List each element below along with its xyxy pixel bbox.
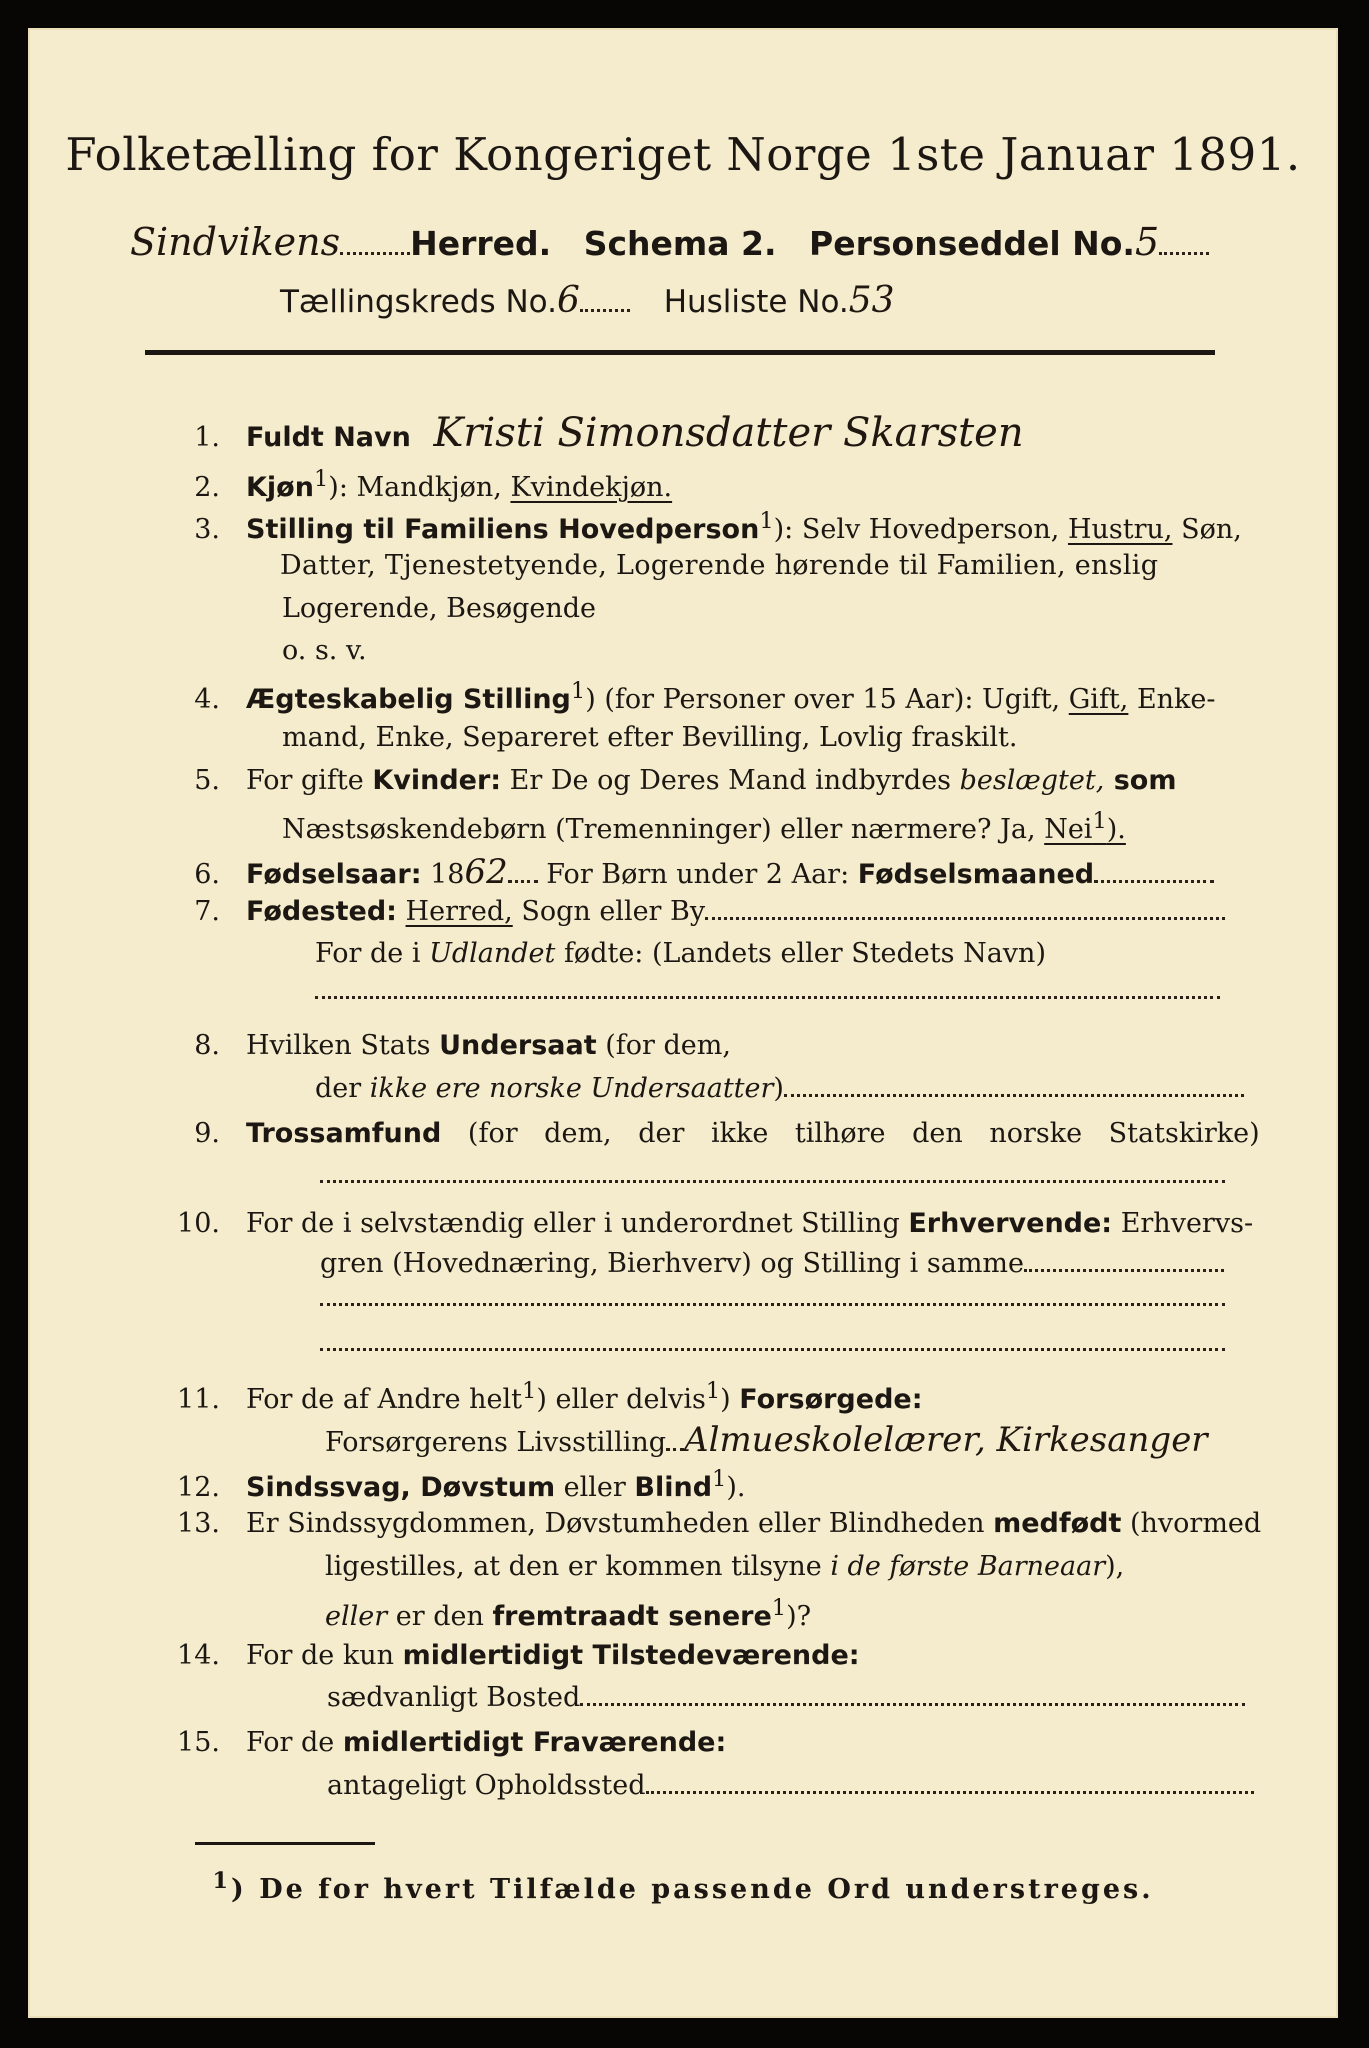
question-8-line-2: der ikke ere norske Undersaatter) [315, 1073, 1244, 1104]
question-15: 15. For de midlertidigt Fraværende: [177, 1727, 727, 1758]
personseddel-number: 5 [1134, 220, 1160, 264]
question-5-line-2: Næstsøskendebørn (Tremenninger) eller nærmere? Ja, Nei$^1$). [282, 808, 1126, 845]
herred-handwritten: Sindvikens [130, 220, 341, 264]
fodested-selected: Herred, [405, 896, 513, 927]
question-10-line-2: gren (Hovednæring, Bierhverv) og Stilling i samme [320, 1248, 1224, 1279]
husliste-number: 53 [848, 280, 895, 321]
stilling-selected: Hustru, [1067, 514, 1173, 545]
fodselsaar-answer: 62 [464, 852, 508, 892]
header-rule [145, 350, 1215, 355]
fuldt-navn-label: Fuldt Navn [246, 422, 411, 453]
question-13-line-3: eller er den fremtraadt senere$^1$)? [325, 1595, 812, 1632]
question-6: 6. Fødselsaar: 1862 For Børn under 2 Aar: Fødselsmaaned [150, 852, 1214, 892]
question-15-line-2: antageligt Opholdssted [327, 1770, 1254, 1801]
tellingskreds-label: Tællingskreds No. [280, 284, 557, 320]
question-5: 5. For gifte Kvinder: Er De og Deres Mand indbyrdes beslægtet, som [194, 765, 1177, 796]
kjon-selected: Kvindekjøn. [510, 472, 673, 503]
aegteskab-selected: Gift, [1068, 684, 1129, 715]
answer-line-9 [320, 1180, 1225, 1183]
question-7-line-2: For de i Udlandet fødte: (Landets eller Stedets Navn) [315, 938, 1046, 969]
question-13-line-2: ligestilles, at den er kommen tilsyne i de første Barneaar), [325, 1551, 1125, 1582]
herred-line [130, 220, 1209, 264]
personseddel-label: Personseddel No. [809, 224, 1135, 263]
question-13: 13. Er Sindssygdommen, Døvstumheden eller Blindheden medfødt (hvormed [177, 1508, 1262, 1539]
form-title: Folketælling for Kongeriget Norge 1ste Januar 1891. [65, 128, 1301, 181]
question-10: 10. For de i selvstændig eller i underordnet Stilling Erhvervende: Erhvervs- [177, 1208, 1254, 1239]
question-11-line-2: Forsørgerens Livsstilling Almueskolelærer, Kirkesanger [325, 1420, 1208, 1460]
footnote: $^1$) De for hvert Tilfælde passende Ord understreges. [212, 1868, 1154, 1905]
schema-label: Schema 2. [583, 224, 777, 263]
forsorger-answer: Almueskolelærer, Kirkesanger [684, 1420, 1208, 1460]
footnote-rule [195, 1842, 375, 1845]
question-11: 11. For de af Andre helt$^1$) eller delvis$^1$) Forsørgede: [177, 1378, 923, 1415]
answer-line-10b [320, 1348, 1225, 1351]
beslaegtet-selected: Nei$^1$). [1044, 808, 1126, 845]
tellingskreds-line [280, 280, 895, 321]
question-3-line-4: o. s. v. [282, 635, 367, 666]
answer-line-7 [315, 996, 1220, 999]
question-7: 7. Fødested: Herred, Sogn eller By [150, 896, 1225, 927]
question-4-line-2: mand, Enke, Separeret efter Bevilling, Lovlig fraskilt. [282, 722, 1018, 753]
census-form [28, 28, 1338, 2018]
answer-line-10a [320, 1303, 1225, 1306]
question-3: 3. Stilling til Familiens Hovedperson$^1$): Selv Hovedperson, Hustru, Søn, [194, 508, 1242, 545]
question-1: 1. Fuldt Navn Kristi Simonsdatter Skarsten [194, 410, 1024, 456]
fuldt-navn-answer: Kristi Simonsdatter Skarsten [433, 410, 1024, 456]
herred-label: Herred. [410, 224, 552, 263]
question-4: 4. Ægteskabelig Stilling$^1$) (for Personer over 15 Aar): Ugift, Gift, Enke- [194, 678, 1216, 715]
question-14: 14. For de kun midlertidigt Tilstedeværende: [177, 1640, 860, 1671]
question-3-line-3: Logerende, Besøgende [282, 593, 596, 624]
question-2: 2. Kjøn$^1$): Mandkjøn, Kvindekjøn. [194, 466, 673, 503]
question-8: 8. Hvilken Stats Undersaat (for dem, [194, 1030, 731, 1061]
question-3-line-2: Datter, Tjenestetyende, Logerende hørende til Familien, enslig [280, 550, 1159, 581]
question-14-line-2: sædvanligt Bosted [327, 1682, 1245, 1713]
husliste-label: Husliste No. [663, 284, 849, 320]
question-9: 9. Trossamfund (for dem, der ikke tilhøre den norske Statskirke) [194, 1118, 1260, 1149]
question-12: 12. Sindssvag, Døvstum eller Blind$^1$). [177, 1466, 746, 1503]
tellingskreds-number: 6 [556, 280, 580, 321]
